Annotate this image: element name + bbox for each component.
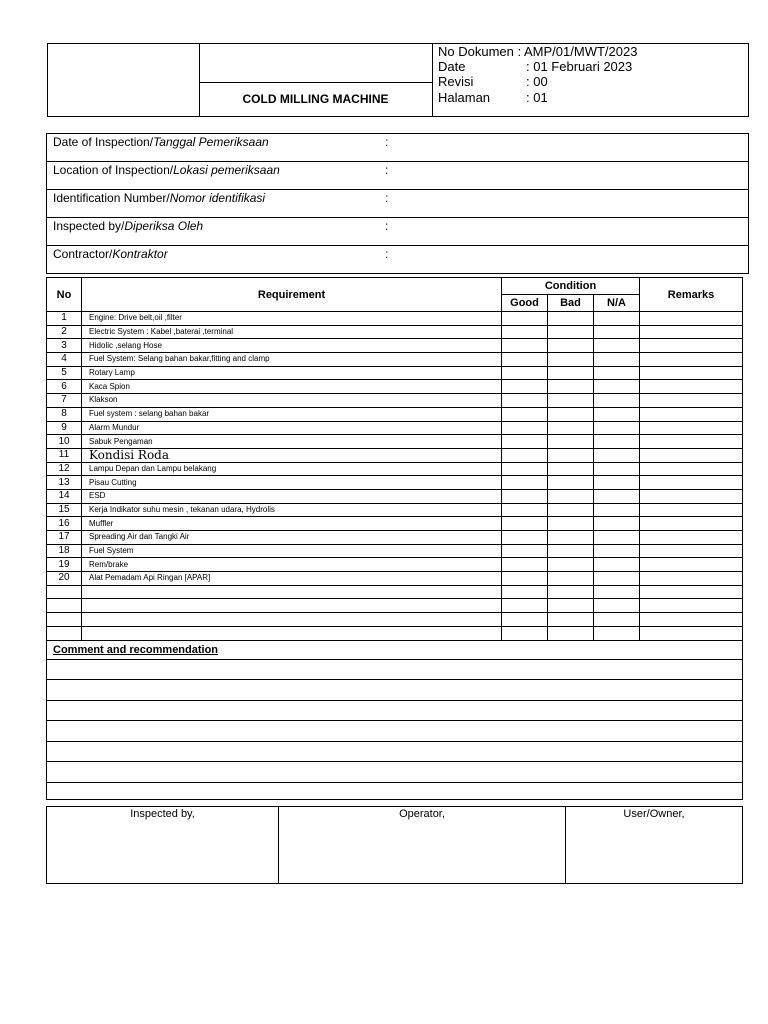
table-row xyxy=(47,531,743,545)
header-remarks: Remarks xyxy=(640,278,743,312)
empty-row xyxy=(47,613,743,627)
check-bad[interactable] xyxy=(548,407,594,421)
empty-cell[interactable] xyxy=(502,626,548,640)
check-na[interactable] xyxy=(594,489,640,503)
check-bad[interactable] xyxy=(548,462,594,476)
check-good[interactable] xyxy=(502,448,548,462)
empty-cell[interactable] xyxy=(594,613,640,627)
empty-cell[interactable] xyxy=(47,613,82,627)
table-row xyxy=(47,572,743,586)
header-na: N/A xyxy=(594,295,640,312)
comment-input-line[interactable] xyxy=(47,783,743,800)
row-number: 9 xyxy=(47,421,82,435)
check-bad[interactable] xyxy=(548,544,594,558)
check-good[interactable] xyxy=(502,339,548,353)
table-row xyxy=(47,517,743,531)
check-bad[interactable] xyxy=(548,517,594,531)
check-bad[interactable] xyxy=(548,448,594,462)
table-row xyxy=(47,503,743,517)
empty-cell[interactable] xyxy=(47,626,82,640)
row-number: 17 xyxy=(47,531,82,545)
empty-row xyxy=(47,599,743,613)
row-requirement: Spreading Air dan Tangki Air xyxy=(82,531,502,545)
row-remarks[interactable] xyxy=(640,339,743,353)
empty-cell[interactable] xyxy=(502,599,548,613)
row-requirement: Rotary Lamp xyxy=(82,366,502,380)
row-remarks[interactable] xyxy=(640,380,743,394)
check-na[interactable] xyxy=(594,312,640,326)
check-bad[interactable] xyxy=(548,421,594,435)
check-bad[interactable] xyxy=(548,339,594,353)
row-remarks[interactable] xyxy=(640,558,743,572)
row-number: 15 xyxy=(47,503,82,517)
row-requirement: Muffler xyxy=(82,517,502,531)
check-bad[interactable] xyxy=(548,353,594,367)
doc-revision-line: Revisi : 00 xyxy=(438,74,548,89)
check-good[interactable] xyxy=(502,435,548,449)
checklist-table xyxy=(46,277,743,800)
comment-input-line[interactable] xyxy=(47,762,743,783)
table-row xyxy=(47,421,743,435)
comment-line xyxy=(47,659,743,680)
document-title: COLD MILLING MACHINE xyxy=(242,92,389,106)
empty-cell[interactable] xyxy=(82,599,502,613)
check-na[interactable] xyxy=(594,448,640,462)
row-requirement: Engine: Drive belt,oil ,filter xyxy=(82,312,502,326)
doc-date-line: Date : 01 Februari 2023 xyxy=(438,59,633,74)
row-number: 16 xyxy=(47,517,82,531)
table-row xyxy=(47,366,743,380)
row-requirement: Pisau Cutting xyxy=(82,476,502,490)
empty-cell[interactable] xyxy=(82,626,502,640)
row-remarks[interactable] xyxy=(640,394,743,408)
empty-cell[interactable] xyxy=(502,585,548,599)
empty-row xyxy=(47,585,743,599)
row-requirement: Sabuk Pengaman xyxy=(82,435,502,449)
check-na[interactable] xyxy=(594,339,640,353)
comment-line xyxy=(47,680,743,701)
row-requirement: Fuel system : selang bahan bakar xyxy=(82,407,502,421)
row-number: 11 xyxy=(47,448,82,462)
empty-cell[interactable] xyxy=(594,626,640,640)
row-remarks[interactable] xyxy=(640,489,743,503)
check-na[interactable] xyxy=(594,435,640,449)
check-na[interactable] xyxy=(594,380,640,394)
row-remarks[interactable] xyxy=(640,544,743,558)
row-remarks[interactable] xyxy=(640,476,743,490)
check-na[interactable] xyxy=(594,558,640,572)
logo-cell xyxy=(48,44,200,116)
check-good[interactable] xyxy=(502,407,548,421)
check-good[interactable] xyxy=(502,462,548,476)
document-details xyxy=(438,44,748,116)
empty-cell[interactable] xyxy=(640,626,743,640)
row-remarks[interactable] xyxy=(640,353,743,367)
comment-input-line[interactable] xyxy=(47,700,743,721)
row-number: 4 xyxy=(47,353,82,367)
empty-cell[interactable] xyxy=(82,613,502,627)
comment-input-line[interactable] xyxy=(47,741,743,762)
empty-cell[interactable] xyxy=(548,599,594,613)
row-requirement: Alat Pemadam Api Ringan [APAR] xyxy=(82,572,502,586)
check-bad[interactable] xyxy=(548,366,594,380)
row-number: 6 xyxy=(47,380,82,394)
row-remarks[interactable] xyxy=(640,366,743,380)
empty-cell[interactable] xyxy=(594,599,640,613)
check-na[interactable] xyxy=(594,394,640,408)
check-bad[interactable] xyxy=(548,572,594,586)
comment-line xyxy=(47,741,743,762)
doc-number-line: No Dokumen : AMP/01/MWT/2023 xyxy=(438,44,638,59)
inspection-info-table xyxy=(46,133,749,274)
row-remarks[interactable] xyxy=(640,435,743,449)
info-row-date[interactable]: Date of Inspection/Tanggal Pemeriksaan : xyxy=(47,134,749,162)
check-good[interactable] xyxy=(502,503,548,517)
header-bad: Bad xyxy=(548,295,594,312)
info-row-contractor[interactable]: Contractor/Kontraktor : xyxy=(47,246,749,274)
row-number: 18 xyxy=(47,544,82,558)
check-na[interactable] xyxy=(594,366,640,380)
comment-input-line[interactable] xyxy=(47,680,743,701)
check-na[interactable] xyxy=(594,503,640,517)
comment-line xyxy=(47,762,743,783)
comment-label: Comment and recommendation xyxy=(47,640,743,659)
row-number: 5 xyxy=(47,366,82,380)
doc-page-line: Halaman : 01 xyxy=(438,90,548,105)
check-bad[interactable] xyxy=(548,394,594,408)
comment-line xyxy=(47,700,743,721)
row-remarks[interactable] xyxy=(640,325,743,339)
table-row xyxy=(47,448,743,462)
table-row xyxy=(47,544,743,558)
check-na[interactable] xyxy=(594,517,640,531)
row-number: 19 xyxy=(47,558,82,572)
table-row xyxy=(47,489,743,503)
check-good[interactable] xyxy=(502,421,548,435)
comment-header-row xyxy=(47,640,743,659)
row-requirement: Hidolic ,selang Hose xyxy=(82,339,502,353)
comment-line xyxy=(47,783,743,800)
row-requirement: Fuel System: Selang bahan bakar,fitting and clamp xyxy=(82,353,502,367)
table-row xyxy=(47,380,743,394)
check-good[interactable] xyxy=(502,380,548,394)
row-requirement: Kerja Indikator suhu mesin , tekanan udara, Hydrolis xyxy=(82,503,502,517)
table-row xyxy=(47,312,743,326)
check-good[interactable] xyxy=(502,325,548,339)
row-number: 12 xyxy=(47,462,82,476)
check-good[interactable] xyxy=(502,489,548,503)
signature-owner[interactable]: User/Owner, xyxy=(566,807,743,884)
title-cell xyxy=(199,44,433,116)
check-na[interactable] xyxy=(594,476,640,490)
empty-cell[interactable] xyxy=(640,585,743,599)
row-remarks[interactable] xyxy=(640,517,743,531)
header-requirement: Requirement xyxy=(82,278,502,312)
row-requirement: Kondisi Roda xyxy=(82,448,502,462)
check-good[interactable] xyxy=(502,558,548,572)
check-good[interactable] xyxy=(502,531,548,545)
row-number: 14 xyxy=(47,489,82,503)
info-row-identification[interactable]: Identification Number/Nomor identifikasi : xyxy=(47,190,749,218)
empty-cell[interactable] xyxy=(47,599,82,613)
row-remarks[interactable] xyxy=(640,421,743,435)
table-row xyxy=(47,394,743,408)
check-bad[interactable] xyxy=(548,312,594,326)
check-good[interactable] xyxy=(502,572,548,586)
check-good[interactable] xyxy=(502,544,548,558)
table-row xyxy=(47,407,743,421)
row-requirement: Alarm Mundur xyxy=(82,421,502,435)
info-row-location[interactable]: Location of Inspection/Lokasi pemeriksaan : xyxy=(47,162,749,190)
check-na[interactable] xyxy=(594,462,640,476)
row-requirement: ESD xyxy=(82,489,502,503)
row-remarks[interactable] xyxy=(640,531,743,545)
row-remarks[interactable] xyxy=(640,462,743,476)
empty-cell[interactable] xyxy=(548,613,594,627)
row-requirement: Fuel System xyxy=(82,544,502,558)
document-header xyxy=(47,43,749,117)
signature-table xyxy=(46,806,743,884)
table-row xyxy=(47,325,743,339)
header-no: No xyxy=(47,278,82,312)
row-number: 3 xyxy=(47,339,82,353)
row-requirement: Electric System : Kabel ,baterai ,terminal xyxy=(82,325,502,339)
check-good[interactable] xyxy=(502,394,548,408)
row-remarks[interactable] xyxy=(640,448,743,462)
check-na[interactable] xyxy=(594,531,640,545)
comment-input-line[interactable] xyxy=(47,659,743,680)
check-na[interactable] xyxy=(594,325,640,339)
row-requirement: Klakson xyxy=(82,394,502,408)
empty-cell[interactable] xyxy=(548,585,594,599)
empty-cell[interactable] xyxy=(82,585,502,599)
row-number: 7 xyxy=(47,394,82,408)
check-bad[interactable] xyxy=(548,503,594,517)
row-remarks[interactable] xyxy=(640,572,743,586)
row-remarks[interactable] xyxy=(640,312,743,326)
empty-cell[interactable] xyxy=(640,613,743,627)
row-number: 10 xyxy=(47,435,82,449)
row-number: 1 xyxy=(47,312,82,326)
check-na[interactable] xyxy=(594,353,640,367)
header-good: Good xyxy=(502,295,548,312)
check-na[interactable] xyxy=(594,407,640,421)
row-number: 20 xyxy=(47,572,82,586)
empty-cell[interactable] xyxy=(640,599,743,613)
signature-inspected-by[interactable]: Inspected by, xyxy=(47,807,279,884)
table-row xyxy=(47,435,743,449)
row-remarks[interactable] xyxy=(640,407,743,421)
info-row-inspected-by[interactable]: Inspected by/Diperiksa Oleh : xyxy=(47,218,749,246)
check-bad[interactable] xyxy=(548,325,594,339)
comment-input-line[interactable] xyxy=(47,721,743,742)
comment-line xyxy=(47,721,743,742)
row-remarks[interactable] xyxy=(640,503,743,517)
check-good[interactable] xyxy=(502,353,548,367)
table-row xyxy=(47,353,743,367)
table-row xyxy=(47,558,743,572)
row-number: 2 xyxy=(47,325,82,339)
empty-cell[interactable] xyxy=(548,626,594,640)
row-requirement: Rem/brake xyxy=(82,558,502,572)
check-na[interactable] xyxy=(594,421,640,435)
empty-row xyxy=(47,626,743,640)
check-good[interactable] xyxy=(502,312,548,326)
row-requirement: Lampu Depan dan Lampu belakang xyxy=(82,462,502,476)
check-good[interactable] xyxy=(502,517,548,531)
signature-operator[interactable]: Operator, xyxy=(279,807,566,884)
check-good[interactable] xyxy=(502,476,548,490)
check-bad[interactable] xyxy=(548,435,594,449)
check-na[interactable] xyxy=(594,572,640,586)
check-bad[interactable] xyxy=(548,476,594,490)
check-bad[interactable] xyxy=(548,380,594,394)
table-row xyxy=(47,476,743,490)
check-good[interactable] xyxy=(502,366,548,380)
empty-cell[interactable] xyxy=(594,585,640,599)
row-number: 13 xyxy=(47,476,82,490)
table-row xyxy=(47,462,743,476)
row-requirement: Kaca Spion xyxy=(82,380,502,394)
check-na[interactable] xyxy=(594,544,640,558)
empty-cell[interactable] xyxy=(502,613,548,627)
check-bad[interactable] xyxy=(548,531,594,545)
check-bad[interactable] xyxy=(548,558,594,572)
row-number: 8 xyxy=(47,407,82,421)
table-row xyxy=(47,339,743,353)
header-condition: Condition xyxy=(502,278,640,295)
check-bad[interactable] xyxy=(548,489,594,503)
empty-cell[interactable] xyxy=(47,585,82,599)
